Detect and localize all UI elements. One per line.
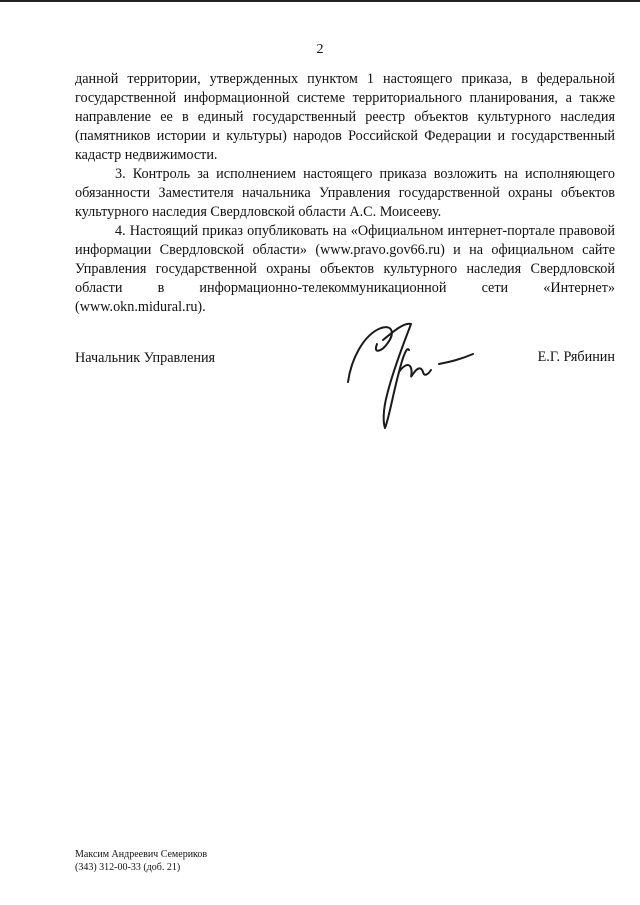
executor-footer <box>75 848 207 874</box>
paragraph-item-3: 3. Контроль за исполнением настоящего приказа возложить на исполняющего обязанности Заместителя начальника Управления государственной охраны объектов культурного наследия Свердловской области А.С. Моисееву. <box>75 166 615 220</box>
paragraph-item-4: 4. Настоящий приказ опубликовать на «Официальном интернет-портале правовой информации Свердловской области» (www.pravo.gov66.ru) и на официальном сайте Управления государственной охраны объектов культурного наследия Свердловской области в информационно-телекоммуникационной сети «Интернет» (www.okn.midural.ru). <box>75 223 615 315</box>
paragraph-continuation: данной территории, утвержденных пунктом 1 настоящего приказа, в федеральной государственной информационной системе территориального планирования, а также направление ее в единый государственный реестр объектов культурного наследия (памятников истории и культуры) народов Российской Федерации и государственный кадастр недвижимости. <box>75 71 615 163</box>
signature-block <box>75 350 615 450</box>
top-border-line <box>0 0 640 2</box>
document-body <box>75 70 615 317</box>
signatory-name: Е.Г. Рябинин <box>537 349 615 365</box>
executor-name: Максим Андреевич Семериков <box>75 849 208 860</box>
handwritten-signature-icon <box>343 310 483 440</box>
page-number: 2 <box>316 42 324 57</box>
executor-phone: (343) 312-00-33 (доб. 21) <box>75 862 181 873</box>
signatory-position: Начальник Управления <box>75 350 216 366</box>
